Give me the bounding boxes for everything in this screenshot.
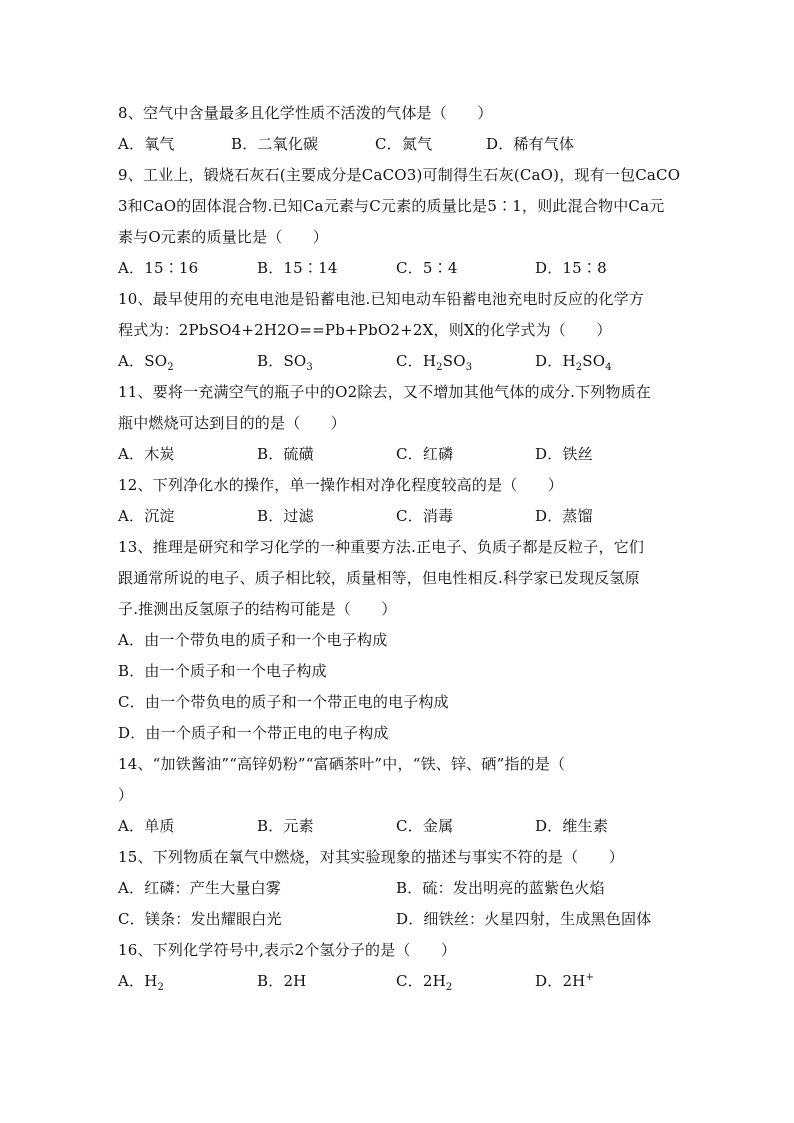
- q8-option-a: A．氧气: [118, 135, 175, 153]
- q9-option-b: B．15∶14: [257, 259, 338, 277]
- q13-option-a: A．由一个带负电的质子和一个电子构成: [118, 631, 388, 649]
- q11-option-c: C．红磷: [396, 445, 454, 463]
- q8-option-d: D．稀有气体: [486, 135, 575, 153]
- q15-options-row-2: [118, 904, 688, 935]
- q10-stem-line-1: 10、最早使用的充电电池是铅蓄电池.已知电动车铅蓄电池充电时反应的化学方: [118, 290, 645, 308]
- q10-option-b: B．$SO_3$: [257, 352, 313, 373]
- q14-option-a: A．单质: [118, 817, 175, 835]
- q10-option-d: D．$H_2SO_4$: [535, 352, 612, 373]
- q16-stem: 16、下列化学符号中,表示2个氢分子的是（ ）: [118, 941, 457, 959]
- q9-option-a: A．15∶16: [118, 259, 199, 277]
- q13-option-d: D．由一个质子和一个带正电的电子构成: [118, 724, 389, 742]
- q16-option-b: B．2H: [257, 972, 307, 990]
- q13-option-b: B．由一个质子和一个电子构成: [118, 662, 327, 680]
- q11-stem-line-2: 瓶中燃烧可达到目的的是（ ）: [118, 414, 347, 432]
- q9-stem-line-3: 素与O元素的质量比是（ ）: [118, 228, 329, 246]
- q15-option-a: A．红磷：产生大量白雾: [118, 879, 282, 897]
- question-list: [118, 98, 688, 997]
- q13-option-c: C．由一个带负电的质子和一个带正电的电子构成: [118, 693, 449, 711]
- q11-option-a: A．木炭: [118, 445, 175, 463]
- q9-stem-line-2: 3和CaO的固体混合物.已知Ca元素与C元素的质量比是5∶1，则此混合物中Ca元: [118, 197, 665, 215]
- q15-stem: 15、下列物质在氧气中燃烧，对其实验现象的描述与事实不符的是（ ）: [118, 848, 624, 866]
- q14-options: [118, 811, 688, 842]
- q12-option-d: D．蒸馏: [535, 507, 593, 525]
- q9-option-c: C．5∶4: [396, 259, 458, 277]
- q15-option-d: D．细铁丝：火星四射，生成黑色固体: [396, 910, 652, 928]
- q16-option-c: C．$2H_2$: [396, 972, 453, 993]
- q10-stem-line-2: 程式为：2PbSO4+2H2O==Pb+PbO2+2X，则X的化学式为（ ）: [118, 321, 612, 339]
- q15-option-b: B．硫：发出明亮的蓝紫色火焰: [396, 879, 605, 897]
- q12-option-b: B．过滤: [257, 507, 314, 525]
- q8-options: [118, 129, 688, 160]
- q14-stem-line-2: ）: [118, 786, 134, 804]
- q16-option-a: A．$H_2$: [118, 972, 165, 993]
- q8-stem: 8、空气中含量最多且化学性质不活泼的气体是（ ）: [118, 104, 493, 122]
- q14-stem-line-1: 14、“加铁酱油”“高锌奶粉”“富硒茶叶”中，“铁、锌、硒”指的是（: [118, 755, 566, 773]
- q13-stem-line-3: 子.推测出反氢原子的结构可能是（ ）: [118, 600, 397, 618]
- q13-stem-line-2: 跟通常所说的电子、质子相比较，质量相等，但电性相反.科学家已发现反氢原: [118, 569, 640, 587]
- q15-option-c: C．镁条：发出耀眼白光: [118, 910, 282, 928]
- q10-option-c: C．$H_2SO_3$: [396, 352, 473, 373]
- q14-option-d: D．维生素: [535, 817, 609, 835]
- q8-option-b: B．二氧化碳: [231, 135, 319, 153]
- q13-stem-line-1: 13、推理是研究和学习化学的一种重要方法.正电子、负质子都是反粒子，它们: [118, 538, 645, 556]
- q10-options: [118, 346, 688, 377]
- q11-option-b: B．硫磺: [257, 445, 314, 463]
- q12-option-c: C．消毒: [396, 507, 454, 525]
- q10-option-a: A．$SO_2$: [118, 352, 174, 373]
- q9-stem-line-1: 9、工业上，锻烧石灰石(主要成分是CaCO3)可制得生石灰(CaO)，现有一包CaCO: [118, 166, 681, 184]
- q11-options: [118, 439, 688, 470]
- q12-stem: 12、下列净化水的操作，单一操作相对净化程度较高的是（ ）: [118, 476, 564, 494]
- q16-option-d: D．2H+: [535, 972, 595, 990]
- q11-option-d: D．铁丝: [535, 445, 593, 463]
- q11-stem-line-1: 11、要将一充满空气的瓶子中的O2除去，又不增加其他气体的成分.下列物质在: [118, 383, 652, 401]
- q9-option-d: D．15∶8: [535, 259, 607, 277]
- q8-option-c: C．氮气: [375, 135, 433, 153]
- q16-options: [118, 966, 688, 997]
- q12-options: [118, 501, 688, 532]
- q9-options: [118, 253, 688, 284]
- q14-option-b: B．元素: [257, 817, 314, 835]
- q15-options-row-1: [118, 873, 688, 904]
- q12-option-a: A．沉淀: [118, 507, 175, 525]
- q14-option-c: C．金属: [396, 817, 454, 835]
